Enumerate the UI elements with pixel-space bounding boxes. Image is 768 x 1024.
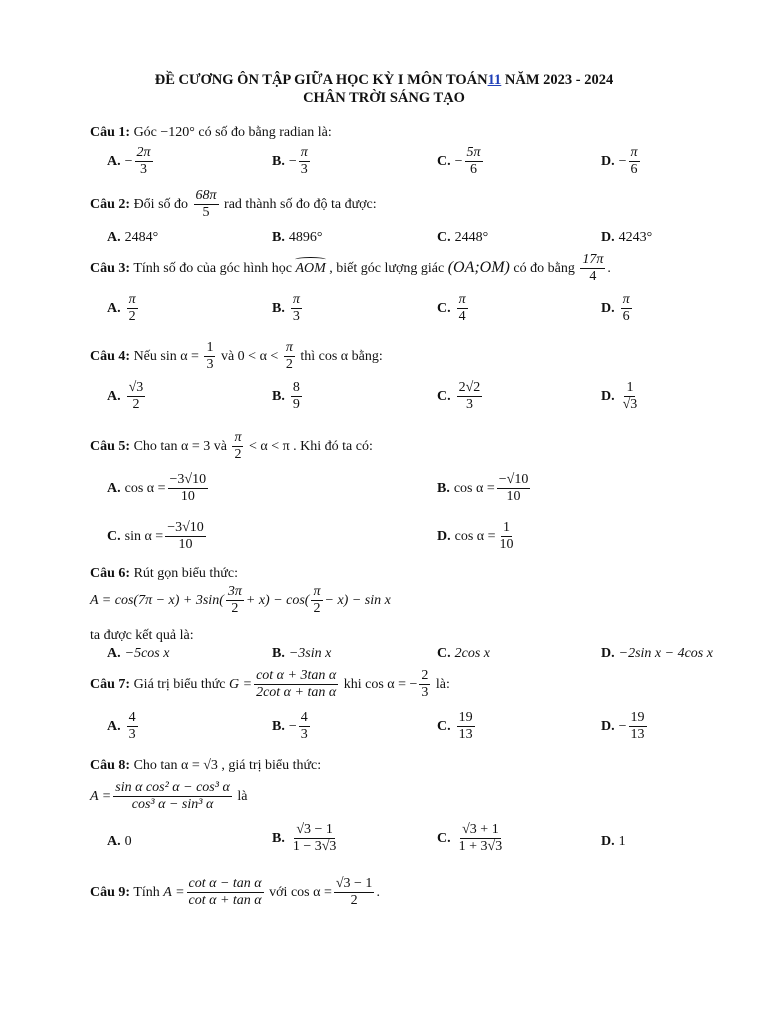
q3-label: Câu 3: [90,260,131,276]
q4-option-b[interactable] [272,380,304,413]
q9-text-a: Tính [133,884,160,900]
question-6 [90,566,238,582]
question-8 [90,758,321,774]
q7-option-a[interactable] [107,710,140,743]
frac-den: 3 [300,162,308,178]
option-letter: D. [601,718,615,734]
frac-den: 1 + 3√3 [458,839,503,855]
q1-option-d[interactable]: D. − $\frac{\pi}{6}$ [601,145,638,178]
q7-text-c: là: [435,676,450,692]
q4-option-d[interactable] [601,380,641,413]
expr-part: + x) − cos( [245,592,310,608]
q4-label: Câu 4: [90,348,131,364]
frac-num: π [299,145,310,162]
frac-num: π [621,292,632,309]
expr-part: − x) − sin x [324,592,391,608]
frac-num: π [311,584,322,601]
q8-expression [90,780,247,813]
frac-den: 2 [231,601,239,617]
q6-text-a: Rút gọn biểu thức: [133,566,238,581]
option-value: 4896° [288,230,323,245]
frac-num: 19 [457,710,475,727]
title-line1-post: NĂM 2023 - 2024 [504,72,614,88]
q3-text-a: Tính số đo của góc hình học [133,260,292,276]
q7-g: G = [229,676,253,692]
frac-num: 4 [299,710,310,727]
option-letter: C. [437,718,451,734]
angle-text: AOM [295,260,326,276]
option-letter: B. [272,646,285,661]
option-letter: C. [107,528,121,544]
q2-option-c[interactable] [437,230,488,246]
q2-option-d[interactable] [601,230,652,246]
q9-end: . [376,884,380,900]
frac-num: 3π [226,584,244,601]
option-value: 1 [618,834,626,849]
question-7 [90,668,450,701]
frac-den: 2 [285,357,293,373]
question-9 [90,876,380,909]
option-letter: C. [437,646,451,661]
frac-den: 2 [132,397,140,413]
q8-option-c[interactable] [437,822,506,855]
q6-option-c[interactable] [437,646,490,662]
frac-den: 2 [234,447,242,463]
frac-num: cot α + 3tan α [254,668,338,685]
option-letter: B. [272,718,285,734]
q5-option-b[interactable] [437,472,532,505]
q1-option-c[interactable]: C. − $\frac{5\pi}{6}$ [437,145,481,178]
q3-option-b[interactable] [272,292,304,325]
frac-num: π [629,145,640,162]
q8-label: Câu 8: [90,758,131,773]
q6-text-b: ta được kết quả là: [90,628,194,643]
frac-num: √3 [127,380,146,397]
frac-den: 10 [506,489,521,505]
q5-option-a[interactable] [107,472,210,505]
option-letter: A. [107,153,121,169]
option-letter: B. [272,300,285,316]
q1-text-a: Góc [133,125,157,140]
option-letter: C. [437,388,451,404]
frac-den: 1 − 3√3 [292,839,337,855]
question-1 [90,125,332,141]
q2-text-b: rad thành số đo độ ta được: [224,196,377,212]
q5-option-c[interactable] [107,520,208,553]
expr-part: A = cos(7π − x) + 3sin( [90,592,224,608]
frac-num: 5π [465,145,483,162]
frac-den: 3 [206,357,214,373]
frac-den: 10 [499,537,514,553]
option-letter: B. [272,388,285,404]
option-letter: C. [437,153,451,169]
frac-den: 2 [128,309,136,325]
option-value: −2sin x − 4cos x [618,646,713,661]
frac-num: 2π [135,145,153,162]
frac-num: π [457,292,468,309]
q4-text-a: Nếu sin α = [133,348,199,364]
frac-den: 13 [458,727,473,743]
q4-text-b: và 0 < α < [220,348,279,364]
q7-text-b: khi cos α = − [343,676,418,692]
frac-den: 3 [465,397,473,413]
frac-num: 17π [580,252,605,269]
option-letter: B. [272,230,285,245]
question-2 [90,188,377,221]
q9-text-b: với cos α = [269,884,332,900]
option-value: 2cos x [454,646,491,661]
frac-den: √3 [622,397,638,413]
option-letter: B. [272,153,285,169]
option-letter: C. [437,230,451,245]
option-letter: D. [601,230,615,245]
q2-text-a: Đổi số đo [133,196,189,212]
q6-label: Câu 6: [90,566,131,581]
q1-label: Câu 1: [90,125,131,140]
frac-num: 1 [624,380,635,397]
frac-num: √3 − 1 [334,876,375,893]
expr-part: A = [90,788,112,804]
option-value: 2448° [454,230,489,245]
option-letter: A. [107,388,121,404]
question-5 [90,430,373,463]
frac-num: −3√10 [165,520,206,537]
q7-option-d[interactable]: D. − $\frac{19}{13}$ [601,710,645,743]
frac-den: 6 [622,309,630,325]
option-value: 2484° [124,230,159,245]
q5-option-d[interactable] [437,520,518,553]
q8-option-b[interactable] [272,822,340,855]
q9-label: Câu 9: [90,884,131,900]
expr-part: A = [163,884,185,900]
frac-den: 6 [470,162,478,178]
question-3: Câu 3: Tính số đo của góc hình học AOM , biết góc lượng giác (OA;OM) có đo bằng $\frac{17\pi}{4}$ . [90,252,611,285]
frac-num: −3√10 [168,472,209,489]
option-letter: A. [107,834,121,849]
q8-text-b: là [237,788,248,804]
q1-angle: −120° [160,125,195,140]
frac-num: 2 [419,668,430,685]
q7-option-b[interactable]: B. − $\frac{4}{3}$ [272,710,308,743]
title-line1-pre: ĐỀ CƯƠNG ÔN TẬP GIỮA HỌC KỲ I MÔN TOÁN [154,72,488,88]
frac-den: 6 [630,162,638,178]
q1-option-b[interactable]: B. − $\frac{\pi}{3}$ [272,145,308,178]
q6-option-d[interactable] [601,646,713,662]
q4-text-c: thì cos α bằng: [300,348,383,364]
option-letter: B. [272,830,285,846]
option-letter: A. [107,300,121,316]
option-letter: D. [601,388,615,404]
option-letter: D. [601,646,615,661]
option-value: −5cos x [124,646,170,661]
frac-num: sin α cos² α − cos³ α [113,780,232,797]
option-letter: C. [437,830,451,846]
option-letter: A. [107,480,121,496]
frac-num: π [284,340,295,357]
q3-text-b: , biết góc lượng giác [329,260,445,276]
q7-text-a: Giá trị biểu thức [133,676,226,692]
option-letter: B. [437,480,450,496]
q6-option-b[interactable] [272,646,331,662]
option-letter: A. [107,230,121,245]
q8-option-a[interactable] [107,834,132,850]
page-title [0,72,768,89]
q6-option-a[interactable] [107,646,169,662]
option-prefix: sin α = [124,528,164,544]
option-letter: D. [601,300,615,316]
option-letter: C. [437,300,451,316]
frac-num: 68π [194,188,219,205]
frac-num: 19 [629,710,647,727]
frac-den: 2 [350,893,358,909]
q4-option-a[interactable] [107,380,147,413]
grade-link[interactable]: 11 [487,72,502,88]
q5-text-b: < α < π . Khi đó ta có: [248,438,373,454]
q5-label: Câu 5: [90,438,131,454]
frac-den: 4 [458,309,466,325]
frac-den: 3 [128,727,136,743]
q7-label: Câu 7: [90,676,131,692]
q1-option-a[interactable]: A. − $\frac{2\pi}{3}$ [107,145,151,178]
frac-num: 1 [204,340,215,357]
frac-num: √3 + 1 [460,822,501,839]
option-value: 0 [124,834,132,849]
frac-num: √3 − 1 [294,822,335,839]
option-letter: A. [107,646,121,661]
frac-den: 3 [421,685,429,701]
frac-num: 8 [291,380,302,397]
option-letter: D. [601,834,615,849]
frac-num: π [291,292,302,309]
frac-num: cot α − tan α [187,876,264,893]
frac-den: cot α + tan α [188,893,262,909]
q3-option-d[interactable] [601,292,634,325]
q2-option-a[interactable] [107,230,158,246]
frac-den: 9 [292,397,300,413]
frac-den: 10 [180,489,195,505]
option-prefix: cos α = [454,528,496,544]
option-value: 4243° [618,230,653,245]
q3-text-c: có đo bằng [513,260,575,276]
option-letter: D. [437,528,451,544]
frac-den: 5 [202,205,210,221]
frac-den: 13 [630,727,645,743]
option-value: −3sin x [288,646,332,661]
q8-text-a: Cho tan α = √3 , giá trị biểu thức: [133,758,322,773]
q2-label: Câu 2: [90,196,131,212]
frac-den: 3 [292,309,300,325]
q8-option-d[interactable] [601,834,626,850]
q5-text-a: Cho tan α = 3 và [133,438,227,454]
q1-text-b: có số đo bằng radian là: [198,125,332,140]
frac-den: cos³ α − sin³ α [131,797,214,813]
q6-expression [90,584,391,617]
question-4 [90,340,383,373]
frac-num: π [127,292,138,309]
q2-option-b[interactable] [272,230,322,246]
q4-option-c[interactable] [437,380,484,413]
frac-den: 3 [140,162,148,178]
page-subtitle: CHÂN TRỜI SÁNG TẠO [303,90,465,106]
frac-den: 3 [300,727,308,743]
frac-num: 2√2 [457,380,483,397]
frac-num: −√10 [497,472,531,489]
q7-option-c[interactable] [437,710,477,743]
frac-num: 1 [501,520,512,537]
q3-angle [295,261,325,276]
q3-option-a[interactable] [107,292,140,325]
frac-den: 2cot α + tan α [256,685,337,701]
frac-num: 4 [127,710,138,727]
frac-den: 4 [589,269,597,285]
option-prefix: cos α = [124,480,166,496]
frac-num: π [232,430,243,447]
q3-pair: (OA;OM) [447,258,510,276]
option-prefix: cos α = [453,480,495,496]
q3-option-c[interactable] [437,292,470,325]
frac-den: 10 [178,537,193,553]
option-letter: A. [107,718,121,734]
frac-den: 2 [313,601,321,617]
option-letter: D. [601,153,615,169]
